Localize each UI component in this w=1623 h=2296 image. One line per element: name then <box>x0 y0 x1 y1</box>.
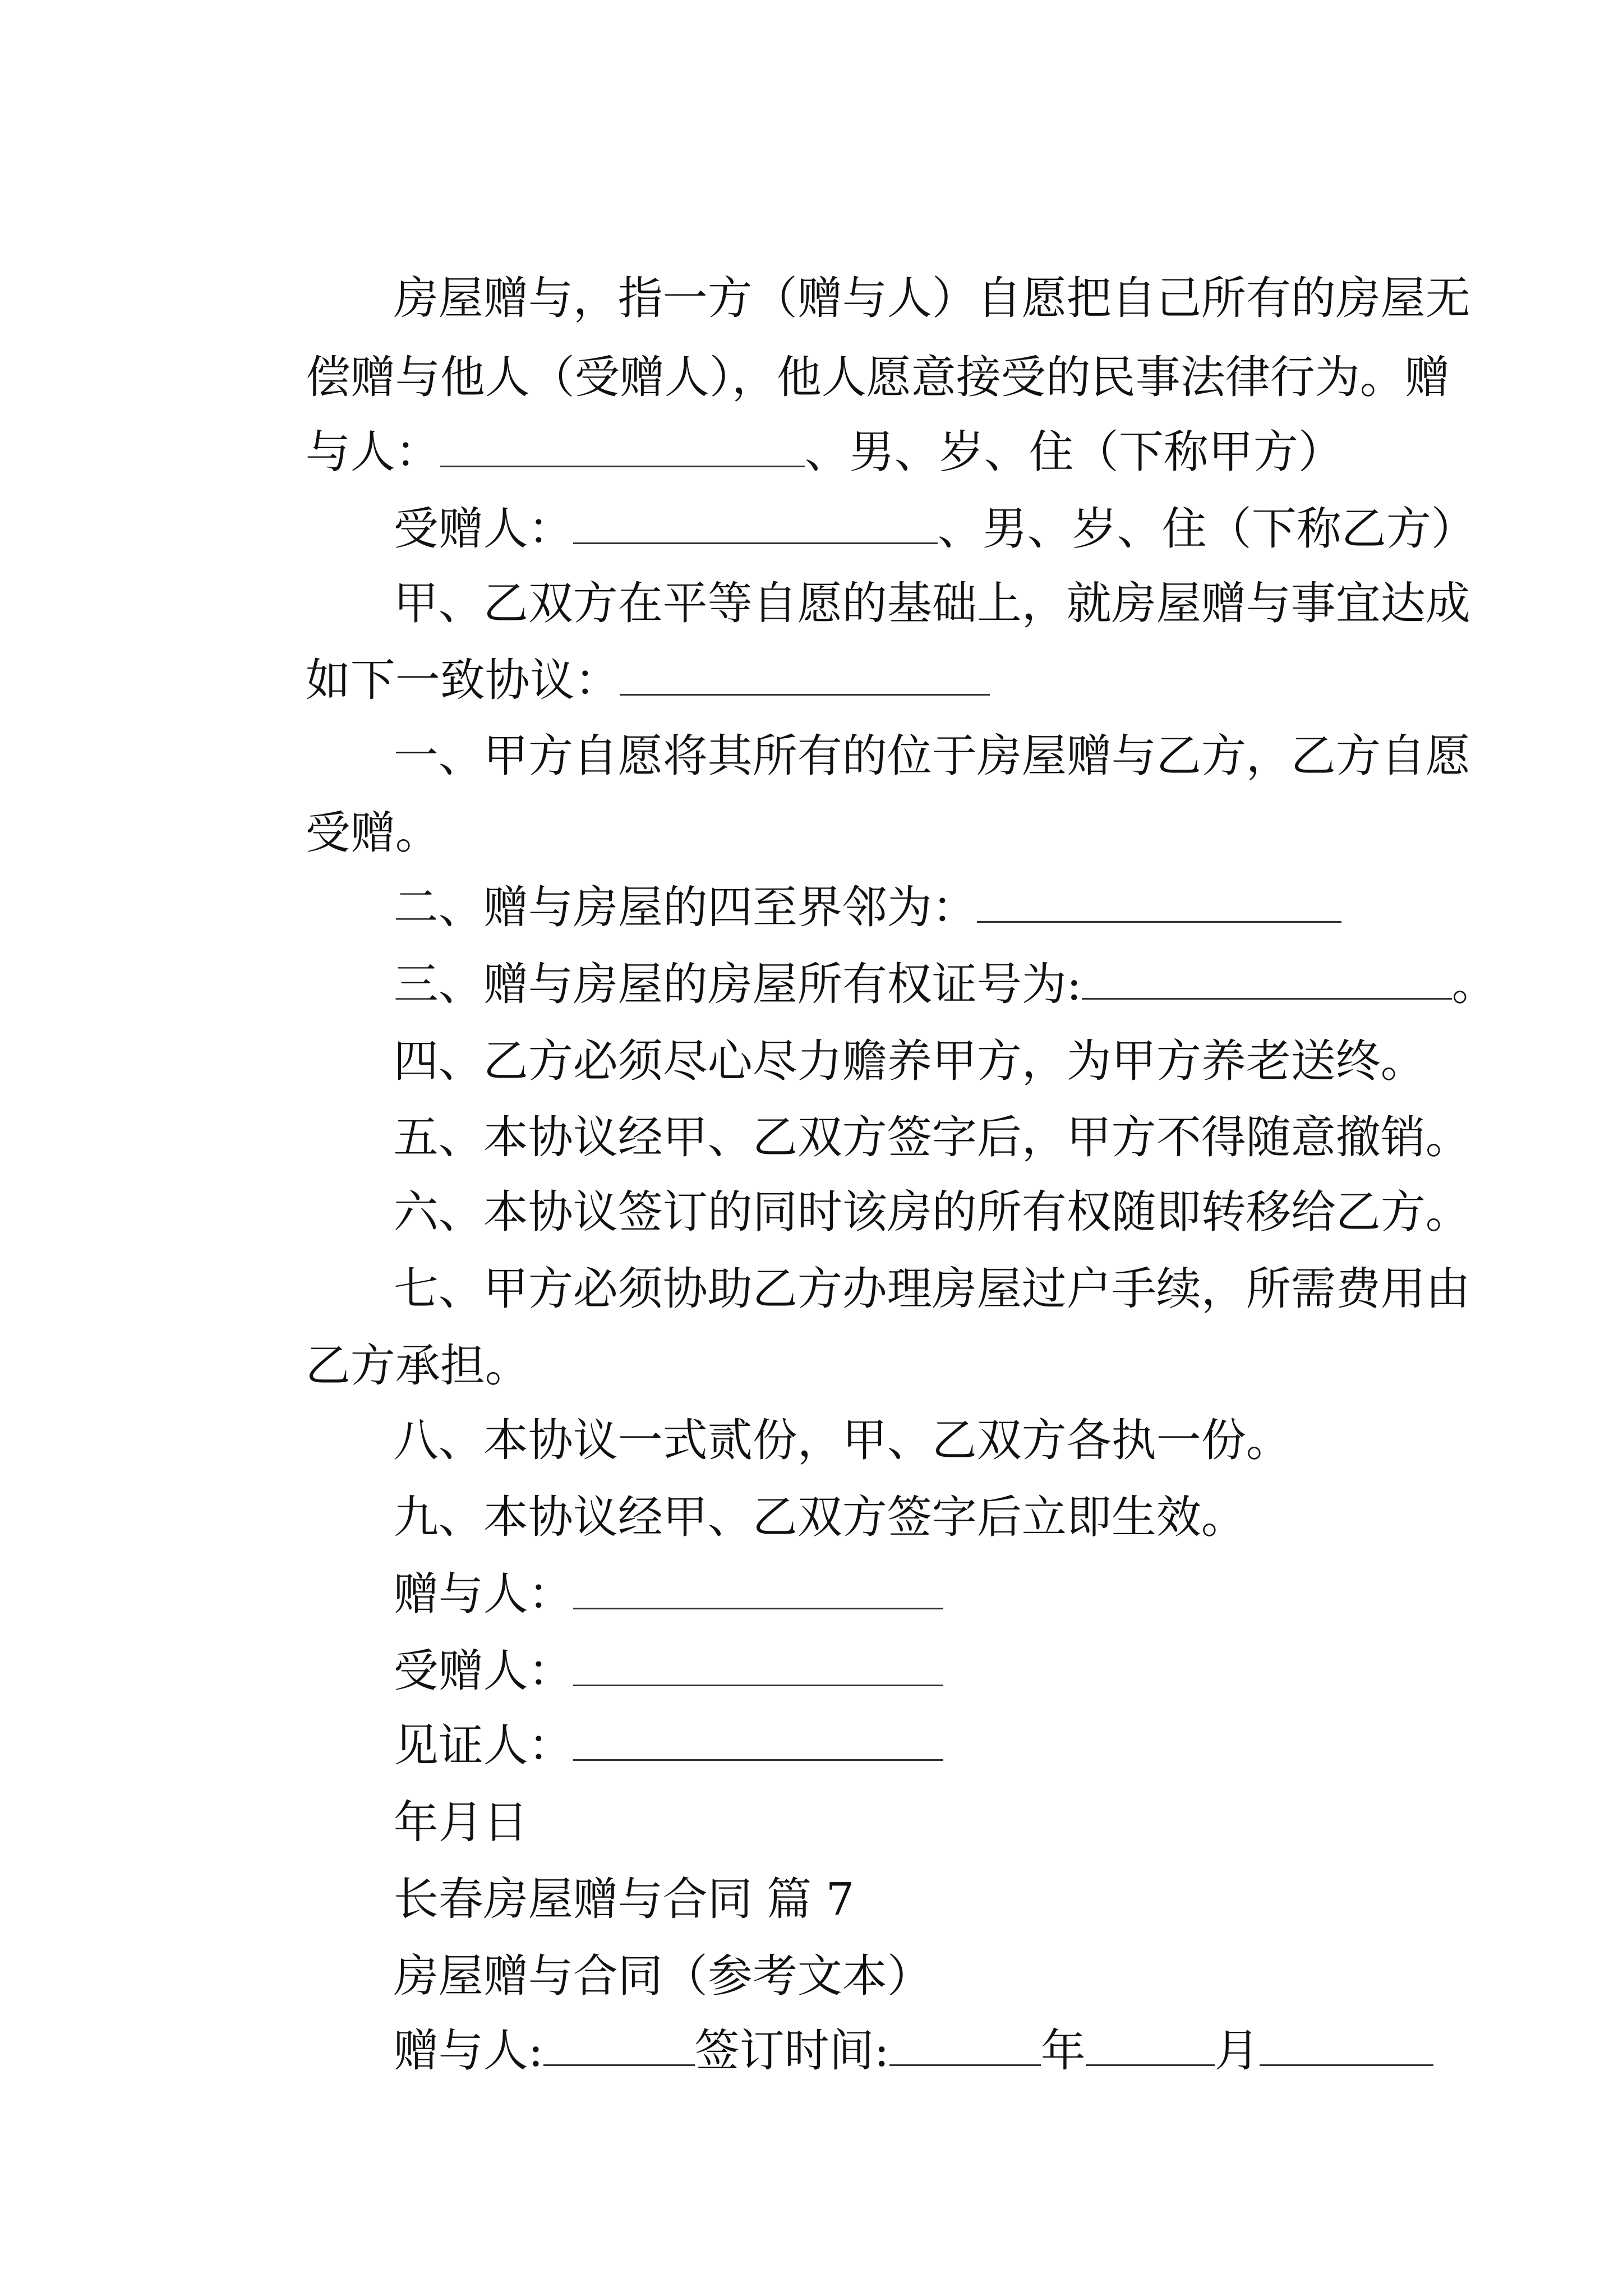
date-line <box>336 1738 528 1848</box>
clause-7-line-2 <box>248 1282 530 1392</box>
clause-7-text-1: 七、甲方必须协助乙方办理房屋过户手续，所需费用由 <box>393 1263 1470 1315</box>
clause-6-text: 六、本协议签订的同时该房的所有权随即转移给乙方。 <box>393 1186 1470 1238</box>
intro-text-2: 偿赠与他人（受赠人），他人愿意接受的民事法律行为。赠 <box>305 351 1450 403</box>
signing-year-blank[interactable] <box>889 2031 1041 2066</box>
clause-7-text-2: 乙方承担。 <box>305 1340 530 1392</box>
section-subtitle: 房屋赠与合同（参考文本） <box>393 1950 932 2002</box>
recipient-info-tail: 、男、岁、住（下称乙方） <box>937 503 1476 555</box>
signing-time-label: 签订时间: <box>694 2024 889 2077</box>
recipient-label: 受赠人： <box>393 503 573 555</box>
clause-4-line <box>336 977 1426 1087</box>
recipient-info-line <box>336 445 1476 555</box>
clause-3-label: 三、赠与房屋的房屋所有权证号为: <box>393 958 1082 1010</box>
clause-8-line <box>336 1356 1291 1466</box>
signature-donor-label: 赠与人： <box>393 1568 573 1620</box>
clause-2-line <box>336 823 1341 933</box>
clause-7-line-1 <box>336 1205 1470 1315</box>
clause-2-label: 二、赠与房屋的四至界邻为： <box>393 881 977 933</box>
clause-5-text: 五、本协议经甲、乙双方签字后，甲方不得随意撤销。 <box>393 1111 1470 1163</box>
year-label: 年 <box>1040 2024 1086 2077</box>
clause-6-line <box>336 1128 1470 1238</box>
agreement-text-1: 甲、乙双方在平等自愿的基础上，就房屋赠与事宜达成 <box>393 577 1470 629</box>
clause-1-line-2 <box>248 749 440 859</box>
clause-4-text: 四、乙方必须尽心尽力赡养甲方，为甲方养老送终。 <box>393 1035 1426 1087</box>
intro-line-2 <box>248 293 1450 403</box>
section-title-line <box>336 1815 855 1925</box>
signing-day-blank[interactable] <box>1260 2031 1433 2066</box>
agreement-line-2 <box>248 596 990 706</box>
signature-witness-line <box>336 1662 943 1772</box>
donor-info-line <box>248 368 1343 478</box>
contract-header-fields-line <box>336 1967 1433 2077</box>
signature-donor-line <box>336 1510 943 1620</box>
agreement-line-1 <box>336 519 1470 629</box>
donor-label: 与人： <box>305 426 440 478</box>
signing-month-blank[interactable] <box>1086 2031 1215 2066</box>
clause-3-line <box>336 900 1497 1010</box>
clause-1-text-2: 受赠。 <box>305 807 440 859</box>
donor-info-tail: 、男、岁、住（下称甲方） <box>804 426 1343 478</box>
signature-recipient-label: 受赠人： <box>393 1645 573 1697</box>
contract-donor-blank[interactable] <box>543 2031 695 2066</box>
agreement-label: 如下一致协议： <box>305 654 620 706</box>
month-label: 月 <box>1214 2024 1260 2077</box>
intro-line-1 <box>336 214 1470 324</box>
signature-witness-label: 见证人： <box>393 1719 573 1772</box>
clause-3-tail: 。 <box>1451 958 1497 1010</box>
section-title: 长春房屋赠与合同 篇 7 <box>393 1873 855 1925</box>
date-text: 年月日 <box>393 1796 528 1848</box>
signature-witness-blank[interactable] <box>573 1726 943 1761</box>
contract-donor-label: 赠与人: <box>393 2024 543 2077</box>
intro-text-1: 房屋赠与，指一方（赠与人）自愿把自己所有的房屋无 <box>393 272 1470 324</box>
clause-8-text: 八、本协议一式贰份，甲、乙双方各执一份。 <box>393 1414 1291 1466</box>
clause-9-line <box>336 1433 1246 1543</box>
clause-5-line <box>336 1053 1470 1163</box>
clause-1-line-1 <box>336 672 1470 782</box>
section-subtitle-line <box>336 1892 932 2002</box>
clause-9-text: 九、本协议经甲、乙双方签字后立即生效。 <box>393 1491 1246 1543</box>
clause-1-text-1: 一、甲方自愿将其所有的位于房屋赠与乙方，乙方自愿 <box>393 730 1470 782</box>
signature-recipient-line <box>336 1587 943 1697</box>
